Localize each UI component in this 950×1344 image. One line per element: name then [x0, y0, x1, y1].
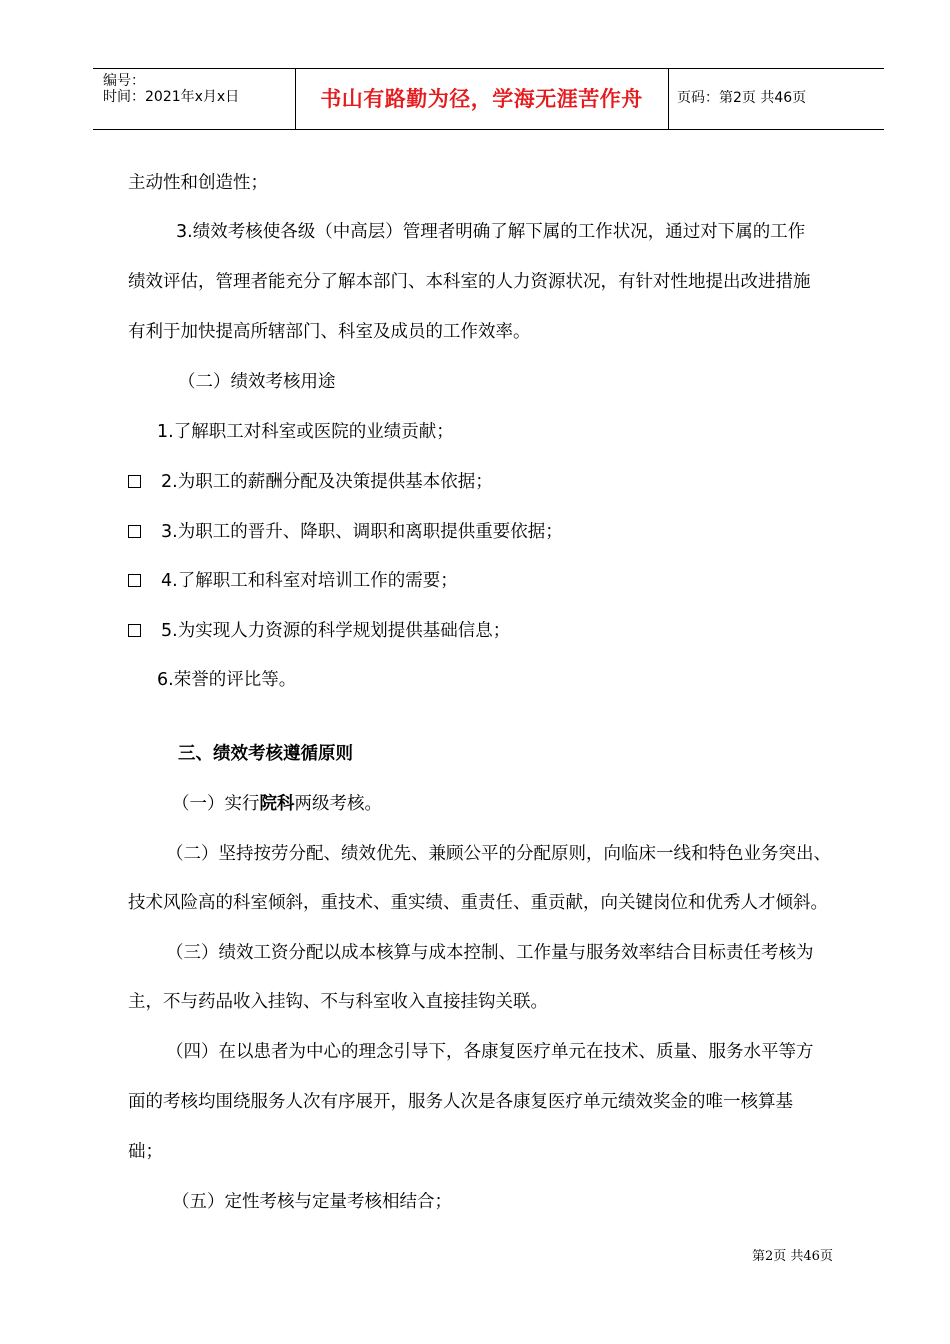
- paragraph-line: [172, 792, 382, 816]
- paragraph-line: （四）在以患者为中心的理念引导下，各康复医疗单元在技术、质量、服务水平等方: [166, 1042, 814, 1062]
- checkbox-icon: [128, 574, 141, 587]
- number-label: 编号：: [103, 73, 145, 89]
- list-item: [128, 520, 563, 544]
- header-page-cell: [668, 69, 884, 129]
- text-span: （一）实行: [172, 794, 260, 814]
- text-span: 两级考核。: [294, 794, 382, 814]
- checkbox-icon: [128, 624, 141, 637]
- paragraph-line: 面的考核均围绕服务人次有序展开，服务人次是各康复医疗单元绩效奖金的唯一核算基: [128, 1092, 793, 1112]
- page-footer: 第2页 共46页: [752, 1249, 833, 1264]
- list-item-text: 3.为职工的晋升、降职、调职和离职提供重要依据；: [161, 522, 563, 542]
- checkbox-icon: [128, 475, 141, 488]
- paragraph-line: 3.绩效考核使各级（中高层）管理者明确了解下属的工作状况，通过对下属的工作: [176, 222, 806, 242]
- paragraph-line: （五）定性考核与定量考核相结合；: [172, 1192, 452, 1212]
- list-item-text: 2.为职工的薪酬分配及决策提供基本依据；: [161, 472, 493, 492]
- page-info: 页码：第2页 共46页: [677, 90, 807, 106]
- list-item: 1.了解职工对科室或医院的业绩贡献；: [157, 422, 454, 442]
- subheading: （二）绩效考核用途: [178, 372, 336, 392]
- list-item-text: 4.了解职工和科室对培训工作的需要；: [161, 571, 458, 591]
- list-item: [128, 470, 493, 494]
- list-item-text: 5.为实现人力资源的科学规划提供基础信息；: [161, 621, 511, 641]
- list-item: [128, 619, 510, 643]
- list-item: 6.荣誉的评比等。: [157, 670, 297, 690]
- checkbox-icon: [128, 525, 141, 538]
- paragraph-line: 主，不与药品收入挂钩、不与科室收入直接挂钩关联。: [128, 992, 548, 1012]
- paragraph-line: （三）绩效工资分配以成本核算与成本控制、工作量与服务效率结合目标责任考核为: [166, 943, 814, 963]
- paragraph-line: （二）坚持按劳分配、绩效优先、兼顾公平的分配原则，向临床一线和特色业务突出、: [166, 844, 831, 864]
- paragraph-line: 技术风险高的科室倾斜，重技术、重实绩、重责任、重贡献，向关键岗位和优秀人才倾斜。: [128, 893, 828, 913]
- paragraph-line: 础；: [128, 1142, 163, 1162]
- section-heading: 三、绩效考核遵循原则: [178, 744, 353, 764]
- emphasis-text: 院科: [259, 794, 295, 814]
- motto: 书山有路勤为径，学海无涯苦作舟: [320, 87, 643, 111]
- paragraph-line: 有利于加快提高所辖部门、科室及成员的工作效率。: [128, 322, 531, 342]
- paragraph-line: 主动性和创造性；: [128, 173, 268, 193]
- list-item: [128, 569, 458, 593]
- paragraph-line: 绩效评估，管理者能充分了解本部门、本科室的人力资源状况，有针对性地提出改进措施: [128, 272, 811, 292]
- header-motto-cell: [295, 69, 669, 129]
- page-header: [93, 68, 884, 130]
- time-label: 时间：2021年x月x日: [103, 89, 240, 105]
- header-meta-cell: [93, 69, 296, 129]
